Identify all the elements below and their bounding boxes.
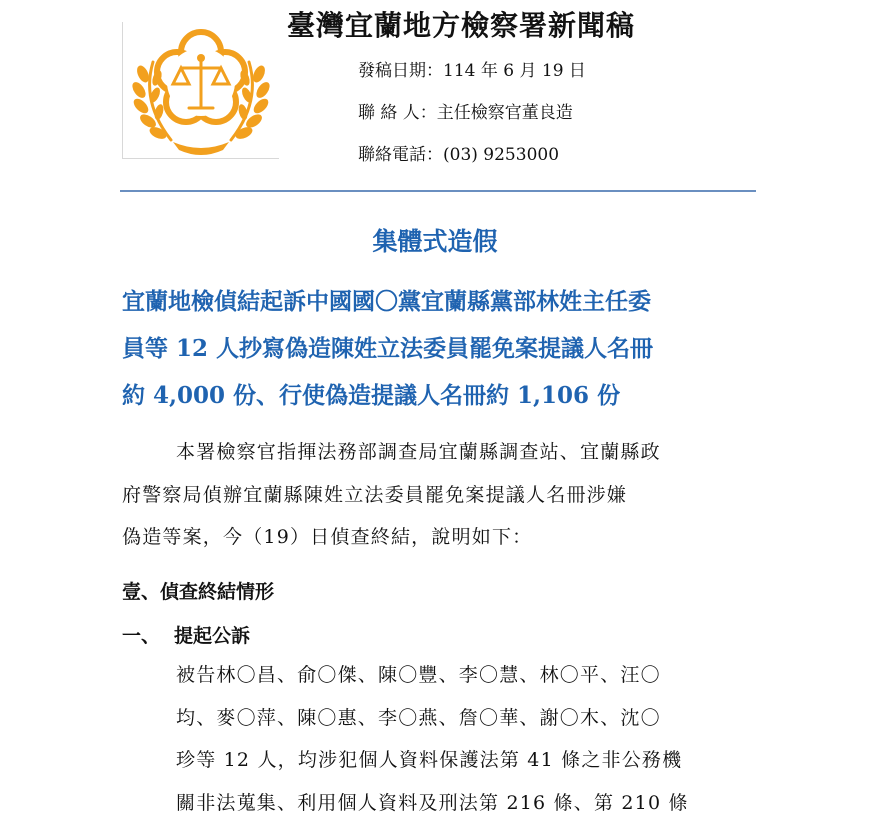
press-release-title: 臺灣宜蘭地方檢察署新聞稿	[287, 9, 636, 42]
section-heading: 壹、偵查終結情形	[122, 581, 275, 603]
subsection-number: 一、	[122, 625, 161, 647]
body-paragraph-line: 珍等 12 人，均涉犯個人資料保護法第 41 條之非公務機	[176, 749, 683, 771]
headline: 集體式造假	[372, 227, 498, 256]
body-paragraph-line: 均、麥〇萍、陳〇惠、李〇燕、詹〇華、謝〇木、沈〇	[176, 707, 661, 729]
subheadline-line: 員等 12 人抄寫偽造陳姓立法委員罷免案提議人名冊	[122, 335, 654, 362]
intro-paragraph-line: 府警察局偵辦宜蘭縣陳姓立法委員罷免案提議人名冊涉嫌	[122, 484, 628, 506]
emblem-icon	[123, 22, 279, 158]
body-paragraph-line: 關非法蒐集、利用個人資料及刑法第 216 條、第 210 條	[176, 792, 689, 814]
contact-person: 聯 絡 人：主任檢察官董良造	[358, 103, 573, 123]
subsection-heading	[122, 621, 250, 648]
release-date: 發稿日期：114 年 6 月 19 日	[358, 61, 586, 81]
agency-emblem-logo	[122, 22, 279, 159]
subheadline-line: 宜蘭地檢偵結起訴中國國〇黨宜蘭縣黨部林姓主任委	[122, 288, 651, 315]
intro-paragraph-line: 本署檢察官指揮法務部調查局宜蘭縣調查站、宜蘭縣政	[176, 441, 661, 463]
contact-phone: 聯絡電話：(03) 9253000	[358, 145, 560, 165]
subheadline-line: 約 4,000 份、行使偽造提議人名冊約 1,106 份	[122, 382, 621, 409]
subsection-title: 提起公訴	[174, 625, 251, 647]
header-divider	[120, 190, 756, 192]
body-paragraph-line: 被告林〇昌、俞〇傑、陳〇豐、李〇慧、林〇平、汪〇	[176, 664, 661, 686]
intro-paragraph-line: 偽造等案，今（19）日偵查終結，說明如下：	[122, 526, 533, 548]
